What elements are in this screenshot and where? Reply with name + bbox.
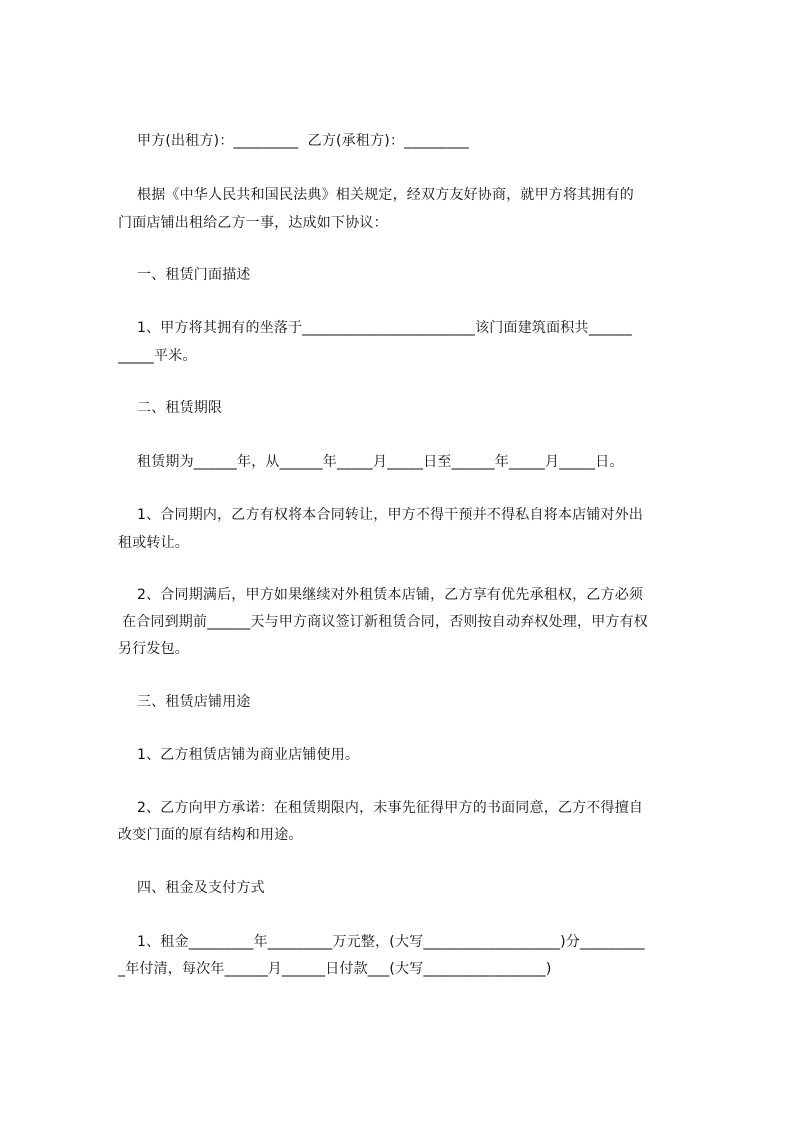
section4-heading: 四、租金及支付方式 (137, 880, 265, 896)
section3-heading: 三、租赁店铺用途 (137, 694, 251, 710)
section2-item2-line-1: 2、合同期满后，甲方如果继续对外租赁本店铺，乙方享有优先承租权，乙方必须 (137, 587, 644, 603)
lease-term-line: 租赁期为______年，从______年_____月_____日至______年_____月_____日。 (137, 454, 624, 470)
section2-item2-line-3: 另行发包。 (118, 641, 189, 657)
section3-item2-line-1: 2、乙方向甲方承诺：在租赁期限内，未事先征得甲方的书面同意，乙方不得擅自 (137, 800, 644, 816)
section2-heading: 二、租赁期限 (137, 400, 223, 416)
section3-item2-line-2: 改变门面的原有结构和用途。 (118, 827, 303, 843)
section3-item1: 1、乙方租赁店铺为商业店铺使用。 (137, 747, 360, 763)
section2-item2-line-2: 在合同到期前______天与甲方商议签订新租赁合同，否则按自动弃权处理，甲方有权 (122, 614, 648, 630)
preamble-line-2: 门面店铺出租给乙方一事，达成如下协议： (118, 215, 388, 231)
section2-item1-line-1: 1、合同期内，乙方有权将本合同转让，甲方不得干预并不得私自将本店铺对外出 (137, 507, 644, 523)
section4-item1-line-2: _年付清，每次年______月______日付款___(大写_________________) (118, 961, 552, 977)
section1-item1-line-1: 1、甲方将其拥有的坐落于________________________该门面建筑面积共______ (137, 320, 632, 336)
section2-item1-line-2: 租或转让。 (118, 535, 189, 551)
parties-line: 甲方(出租方)：_________ 乙方(承租方)：_________ (137, 133, 469, 149)
preamble-line-1: 根据《中华人民共和国民法典》相关规定，经双方友好协商，就甲方将其拥有的 (137, 187, 634, 203)
section4-item1-line-1: 1、租金_________年_________万元整，(大写___________________)分_________ (137, 934, 645, 950)
section1-heading: 一、租赁门面描述 (137, 267, 251, 283)
section1-item1-line-2: _____平米。 (118, 348, 197, 364)
